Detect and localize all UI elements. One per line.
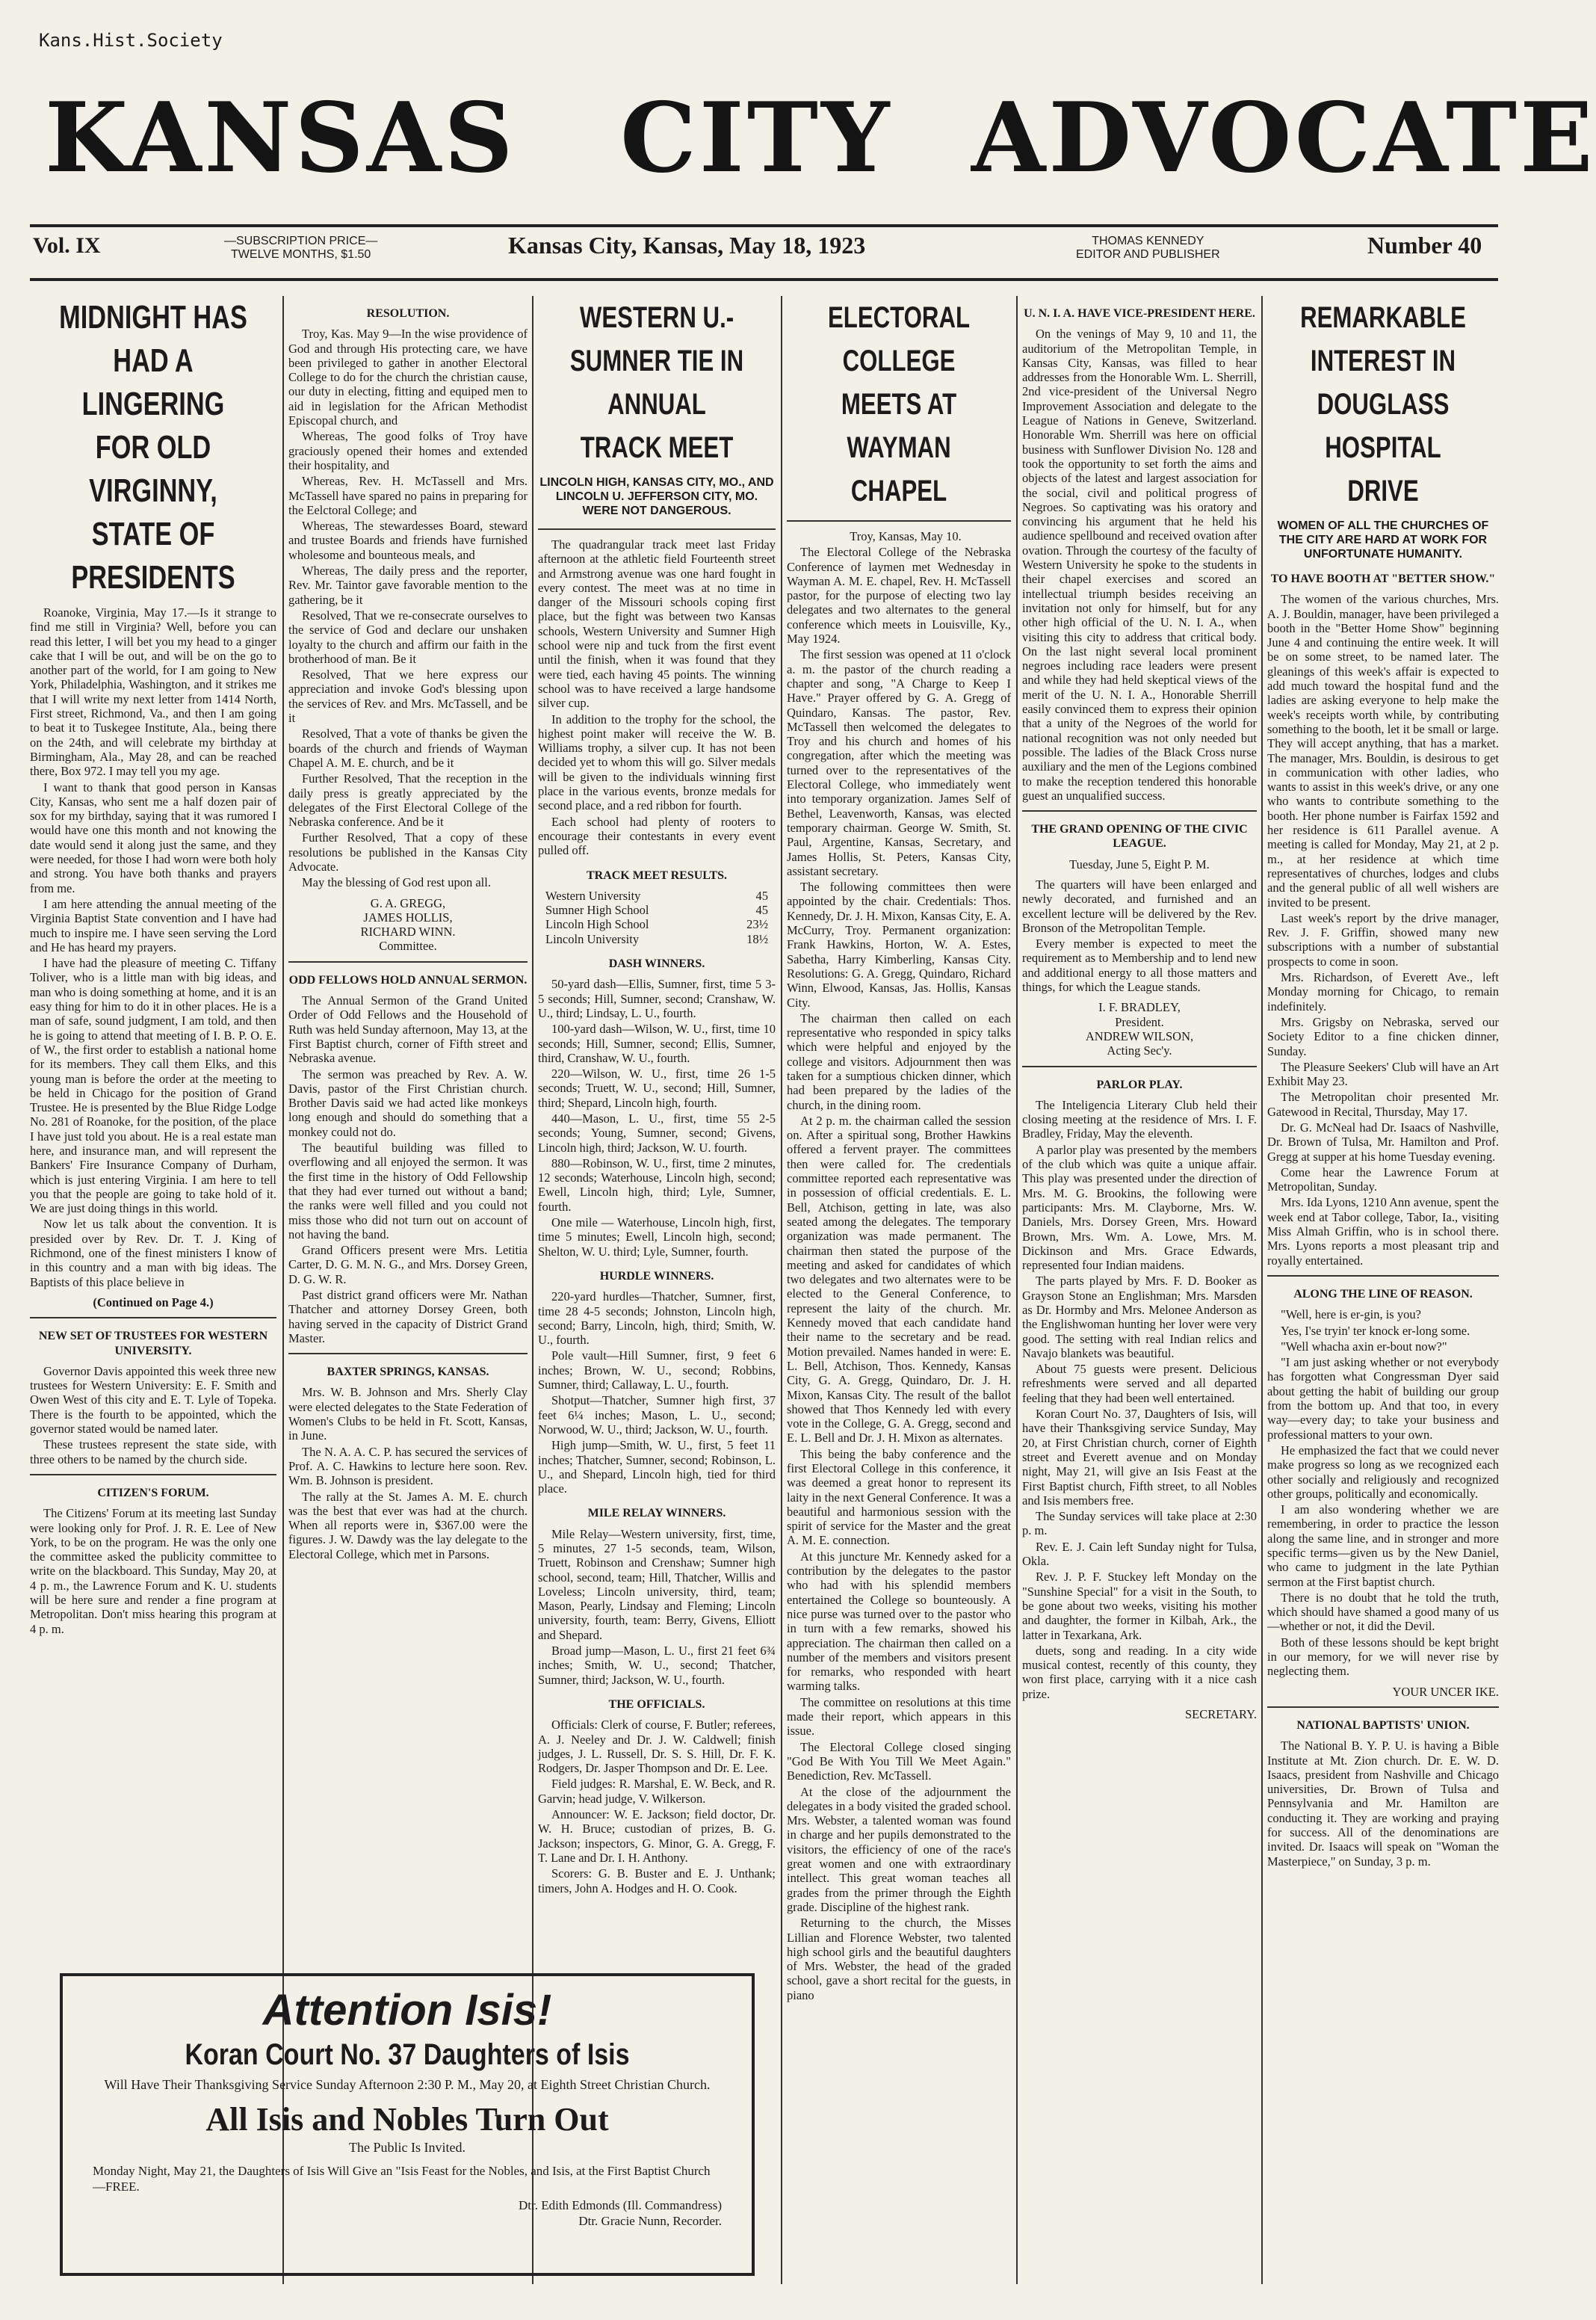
paragraph: Whereas, The daily press and the reporter, Rev. Mr. Taintor gave favorable mention to the gathering, be it (288, 564, 528, 607)
paragraph: 50-yard dash—Ellis, Sumner, first, time 5 3-5 seconds; Hill, Sumner, second; Cranshaw, W. U., third; Lindsay, L. U., fourth. (538, 977, 776, 1020)
paragraph: Dr. G. McNeal had Dr. Isaacs of Nashville, Dr. Brown of Tulsa, Mr. Hamilton and Prof. Gregg at supper at his home Tuesday evening. (1267, 1120, 1499, 1164)
subheading: THE GRAND OPENING OF THE CIVIC LEAGUE. (1031, 823, 1248, 851)
deck: LINCOLN HIGH, KANSAS CITY, MO., AND LINCOLN U. JEFFERSON CITY, MO. WERE NOT DANGEROUS. (539, 476, 774, 517)
paragraph: In addition to the trophy for the school, the highest point maker will receive the W. B. Williams trophy, a silver cup. It has not been decided yet to whom this will go. Silver medals will be given to the individuals winning first place in the various events, bronze medals for second place, and a red ribbon for fourth. (538, 712, 776, 813)
paragraph: Field judges: R. Marshal, E. W. Beck, and R. Garvin; head judge, V. Wilkerson. (538, 1777, 776, 1806)
headline: REMARKABLE INTEREST IN DOUGLASS HOSPITAL DRIVE (1300, 301, 1466, 508)
ad-invite: The Public Is Invited. (349, 2140, 466, 2155)
subheading: DASH WINNERS. (608, 957, 705, 971)
paragraph: May the blessing of God rest upon all. (302, 875, 491, 890)
paragraph: Whereas, The good folks of Troy have graciously opened their homes and extended their hospitality, and (288, 429, 528, 472)
paragraph: Resolved, That we here express our appreciation and invoke God's blessing upon the services of Rev. and Mrs. McTassell, and be it (288, 667, 528, 726)
paragraph: The quadrangular track meet last Friday afternoon at the athletic field Fourteenth street and Armstrong avenue was one hard fought in every contest. The meet was at no time in danger of the Missouri schools coping first place, but the fight was between two Kansas schools, Western University and Sumner High school were nip and tuck from the first event until the finish, when it was found that they were tied, each having 45 points. The winning school was to have received a large handsome silver cup. (538, 537, 776, 711)
subheading: RESOLUTION. (366, 307, 450, 320)
paragraph: Mrs. W. B. Johnson and Mrs. Sherly Clay were elected delegates to the State Federation of Women's Clubs to be held in Ft. Scott, Kansas, in June. (288, 1385, 528, 1443)
paragraph: The parts played by Mrs. F. D. Booker as Grayson Stone an Englishman; Mrs. Marsden as Dr. Hormby and Mrs. Melonee Anderson as the Englishwoman hunting her lover were very good. The setting with real Indian relics and Navajo blankets was beautiful. (1022, 1274, 1257, 1360)
masthead-word-city: CITY (620, 82, 893, 194)
archive-stamp: Kans.Hist.Society (39, 30, 223, 51)
column-5: U. N. I. A. HAVE VICE-PRESIDENT HERE. On the venings of May 9, 10 and 11, the auditorium of the Metropolitan Temple, in Kansas City, Kansas, was filled to hear addresses from the Honorable Wm. L. Sherrill, 2nd vice-president of the Universal Negro Improvement Association and delegate to the League of Nations in Geneve, Switzerland. Honorable Wm. Sherrill was here on official business with Sunflower Division No. 128 and took the opportunity to set forth the aims and objects of the latest and largest association for the social, civil and political progress of Negroes. So captivating was his oratory and convincing his argument that he held his audience spellbound and received ovation after ovation. Through the courtesy of the faculty of Western University he spoke to the students in their chapel exercises and scored an intellectual triumph besides receiving an invitation not only for himself, but for any other high official of the U. N. I. A., when visiting this city to address that critical body. On the last night several local prominent negroes including race leaders were present and while they had held skeptical views of the merit of the U. N. I. A., Honorable Sherrill easily convinced them to express their opinion that a unity of the Negroes of the world for national recognition was not only needed but possible. The ladies of the Black Cross nurse auxiliary and the men of the Legions combined to make the reception tendered this honorable guest an unqualified success. THE GRAND OPENING OF THE CIVIC LEAGUE. Tuesday, June 5, Eight P. M. The quarters will have been enlarged and newly decorated, and furnished and an excellent lecture will be delivered by the Rev. Bronson of the Metropolitan Temple. Every member is expected to meet the requirement as to Membership and to lend new and additional energy to all those matters and things, for which the League stands. I. F. BRADLEY, President. ANDREW WILSON, Acting Sec'y. PARLOR PLAY. The Inteligencia Literary Club held their closing meeting at the residence of Mrs. I. F. Bradley, Friday, May the eleventh. A parlor play was presented by the members of the club which was quite a unique affair. This play was presented under the direction of Mrs. M. G. Brookins, the following were participants: Mrs. M. Clayborne, Mrs. W. Daniels, Mrs. Dorsey Green, Mrs. Howard Brown, Mrs. Wm. A. Lowe, Mrs. M. Dickinson and Mrs. Grace Edwards, represented four Indian maidens. The parts played by Mrs. F. D. Booker as Grayson Stone an Englishman; Mrs. Marsden as Dr. Hormby and Mrs. Melonee Anderson as the Englishwoman hunting her lover were very good. The setting with real Indian relics and Navajo blankets was beautiful. About 75 guests were present. Delicious refreshments were served and all departed feeling that they had been well entertained. Koran Court No. 37, Daughters of Isis, will have their Thanksgiving service Sunday, May 20, at First Christian church, corner of Eighth street and Everett avenue and on Monday night, May 21, will give an Isis Feast at the First Baptist church, Fifth street, to all Nobles and Isis members free. The Sunday services will take place at 2:30 p. m. Rev. E. J. Cain left Sunday night for Tulsa, Okla. Rev. J. P. F. Stuckey left Monday on the "Sunshine Special" for a visit in the South, to be gone about two weeks, visiting his mother and daughter, the former in Kilbah, Ark., the latter in Texarkana, Ark. duets, song and reading. In a city wide musical contest, recently of this county, they won first place, carrying with it a nice cash prize. SECRETARY. (1022, 307, 1257, 1722)
paragraph: The N. A. A. C. P. has secured the services of Prof. A. C. Hawkins to lecture here soon. Rev. Wm. B. Johnson is president. (288, 1444, 528, 1488)
paragraph: Past district grand officers were Mr. Nathan Thatcher and attorney Dorsey Green, both having served in the capacity of District Grand Master. (288, 1288, 528, 1345)
paragraph: I want to thank that good person in Kansas City, Kansas, who sent me a half dozen pair of sox for my birthday, saying that it was rumored I would have one this month and not knowing the date would send it along just the same, and they were needed, for those I had worn were both holy and strong. You have both thanks and prayers from me. (30, 780, 276, 895)
paragraph: The women of the various churches, Mrs. A. J. Bouldin, manager, have been privileged a booth in the "Better Home Show" beginning June 4 and continuing the entire week. It will be on some street, to be named later. The gleanings of this week's affair is expected to add much toward the hospital fund and the ladies are asking everyone to help make the week's receipts worth while, by contributing something to the booth, let it be small or large. They will accept anything, that has a market. The manager, Mrs. Bouldin, is desirous to get in communication with other ladies, who wants to assist in this week's drive, or any one who wants to contribute something to the booth. Her phone number is Fairfax 1592 and her residence is 611 Parallel avenue. A meeting is called for Monday, May 21, at 2 p. m., at her residence at which time representatives of churches, lodges and clubs and the general public of all well wishers are invited to be present. (1267, 592, 1499, 910)
paragraph: Whereas, The stewardesses Board, steward and trustee Boards and friends have furnished wholesome and bounteous meals, and (288, 519, 528, 562)
paragraph: Mrs. Richardson, of Everett Ave., left Monday morning for Chicago, to remain indefinitely. (1267, 970, 1499, 1014)
info-bar (30, 230, 1498, 272)
paragraph: The Electoral College of the Nebraska Conference of laymen met Wednesday in Wayman A. M. E. chapel, Rev. H. McTassell pastor, for the purpose of electing two lay delegates and two alternates to the general conference which meets in Louisville, Ky., May 1924. (787, 545, 1011, 647)
paragraph: The Citizens' Forum at its meeting last Sunday were looking only for Prof. J. R. E. Lee of New York, to be on the program. He was the only one the committee asked the publicity committee to write on the blackboard. This Sunday, May 20, at 4 p. m., the Lawrence Forum and K. U. students will be here sure and render a fine program at Metropolitan. Don't miss hearing this program at 4 p. m. (30, 1506, 276, 1636)
volume: Vol. IX (33, 233, 101, 258)
table-row: Lincoln University 18½ (545, 931, 768, 946)
subscription-price: —SUBSCRIPTION PRICE— TWELVE MONTHS, $1.50 (224, 235, 378, 261)
paragraph: These trustees represent the state side, with three others to be named by the church side. (30, 1437, 276, 1466)
paragraph: "I am just asking whether or not everybody has forgotten what Congressman Dyer said about getting the habit of building our group from the bottom up. And that too, in every way—every day; to take your business and professional matters to your own. (1267, 1355, 1499, 1442)
paragraph: At this juncture Mr. Kennedy asked for a contribution by the delegates to the pastor who had with his splendid members entertained the College so bounteously. A nice purse was turned over to the pastor who in turn with a few remarks, showed his appreciation. The chairman then called on a number of the members and visitors present for remarks, who responded with heart warming talks. (787, 1549, 1011, 1694)
paragraph: The Sunday services will take place at 2:30 p. m. (1022, 1509, 1257, 1538)
paragraph: Troy, Kas. May 9—In the wise providence of God and through His protecting care, we have been privileged to gather in another Electoral College to do for the church the christian cause, our duty in electing, fitting and equiped men to aid in legislation for the African Methodist Episcopal church, and (288, 327, 528, 428)
paragraph: The chairman then called on each representative who responded in spicy talks which were helpful and enjoyed by the college and visitors. Adjournment then was taken for a sumptious chicken dinner, which had been prepared by the ladies of the church, in the dining room. (787, 1011, 1011, 1112)
paragraph: The Electoral College closed singing "God Be With You Till We Meet Again." Benediction, Rev. McTassell. (787, 1739, 1011, 1783)
ad-big-line: All Isis and Nobles Turn Out (205, 2101, 609, 2138)
paragraph: Now let us talk about the convention. It is presided over by Rev. Dr. T. J. King of Richmond, one of the finest ministers I know of in this country and a man with big ideas. The Baptists of this place believe in (30, 1217, 276, 1289)
column-6: REMARKABLE INTEREST IN DOUGLASS HOSPITAL DRIVE WOMEN OF ALL THE CHURCHES OF THE CITY ARE HARD AT WORK FOR UNFORTUNATE HUMANITY. TO HAVE BOOTH AT "BETTER SHOW." The women of the various churches, Mrs. A. J. Bouldin, manager, have been privileged a booth in the "Better Home Show" beginning June 4 and continuing the entire week. It will be on some street, to be named later. The gleanings of this week's affair is expected to add much toward the hospital fund and the ladies are asking everyone to help make the week's receipts worth while, by contributing something to the booth, let it be small or large. They will accept anything, that has a market. The manager, Mrs. Bouldin, is desirous to get in communication with other ladies, who wants to assist in this week's drive, or any one who wants to contribute something to the booth. Her phone number is Fairfax 1592 and her residence is 611 Parallel avenue. A meeting is called for Monday, May 21, at 2 p. m., at her residence at which time representatives of churches, lodges and clubs and the general public of all well wishers are invited to be present. Last week's report by the drive manager, Rev. J. F. Griffin, showed many new subscriptions with a number of substantial prospects to come in soon. Mrs. Richardson, of Everett Ave., left Monday morning for Chicago, to remain indefinitely. Mrs. Grigsby on Nebraska, served our Society Editor to a fine chicken dinner, Sunday. The Pleasure Seekers' Club will have an Art Exhibit May 23. The Metropolitan choir presented Mr. Gatewood in Recital, Thursday, May 17. Dr. G. McNeal had Dr. Isaacs of Nashville, Dr. Brown of Tulsa, Mr. Hamilton and Prof. Gregg at supper at his home Tuesday evening. Come hear the Lawrence Forum at Metropolitan, Sunday. Mrs. Ida Lyons, 1210 Ann avenue, spent the week end at Tabor college, Tabor, Ia., visiting Miss Almah Griffin, who is in school there. Mrs. Lyons reports a most pleasant trip and royally entertained. ALONG THE LINE OF REASON. "Well, here is er-gin, is you? Yes, I'se tryin' ter knock er-long some. "Well whacha axin er-bout now?" "I am just asking whether or not everybody has forgotten what Congressman Dyer said about getting the habit of building our group from the bottom up. And that too, in every way—every day; to take your business and professional matters to your own. He emphasized the fact that we could never make progress so long as we recognized each other socially and religiously and recognized other groups, politically and economically. I am also wondering whether we are remembering, in order to practice the lesson along the same line, and in stronger and more specific terms—given us by the New Daniel, who came to judgment in the late Pythian sermon at the First baptist church. There is no doubt that he told the truth, which should have shamed a good many of us—whether or not, it did the Devil. Both of these lessons should be kept bright in our memory, for we will never rise by neglecting them. YOUR UNCER IKE. NATIONAL BAPTISTS' UNION. The National B. Y. P. U. is having a Bible Institute at Mt. Zion church. Dr. E. W. D. Isaacs, president from Nashville and Chicago universities, Dr. Brown of Tulsa and Pennsylvania and Mr. Hamilton are conducting it. They are working and praying for success. All of the denominations are invited. Dr. Isaacs will speak on "Woman the Masterpiece," on Sunday, 3 p. m. (1267, 296, 1499, 2277)
column-4 (787, 296, 1011, 2277)
headline: MIDNIGHT HAS HAD A LINGERING FOR OLD VIRGINNY, STATE OF PRESIDENTS (59, 299, 247, 596)
paragraph: A parlor play was presented by the members of the club which was quite a unique affair. This play was presented under the direction of Mrs. M. G. Brookins, the following were participants: Mrs. M. Clayborne, Mrs. W. Daniels, Mrs. Dorsey Green, Mrs. Howard Brown, Mrs. Wm. A. Lowe, Mrs. M. Dickinson and Mrs. Grace Edwards, represented four Indian maidens. (1022, 1142, 1257, 1273)
deck: WOMEN OF ALL THE CHURCHES OF THE CITY ARE HARD AT WORK FOR UNFORTUNATE HUMANITY. (1277, 519, 1489, 561)
table-row: Western University 45 (545, 888, 768, 903)
subheading: NEW SET OF TRUSTEES FOR WESTERN UNIVERSITY. (38, 1330, 268, 1357)
ad-signer: Dtr. Gracie Nunn, Recorder. (578, 2214, 722, 2228)
paragraph: Officials: Clerk of course, F. Butler; referees, A. J. Neeley and Dr. J. W. Caldwell; finish judges, J. L. Russell, Dr. S. S. Hill, Dr. F. K. Rodgers, Dr. Jasper Thompson and Dr. E. Lee. (538, 1718, 776, 1776)
paragraph: Grand Officers present were Mrs. Letitia Carter, D. G. M. N. G., and Mrs. Dorsey Green, D. G. W. R. (288, 1243, 528, 1286)
signers: I. F. BRADLEY, President. ANDREW WILSON, Acting Sec'y. (1085, 1000, 1194, 1058)
column-divider (781, 296, 782, 2284)
paragraph: Each school had plenty of rooters to encourage their contestants in every event pulled off. (538, 814, 776, 858)
paragraph: 220—Wilson, W. U., first, time 26 1-5 seconds; Truett, W. U., second; Hill, Sumner, third; Shepard, Lincoln high, fourth. (538, 1067, 776, 1110)
paragraph: Shotput—Thatcher, Sumner high first, 37 feet 6¼ inches; Mason, L. U., second; Norwood, W. U., third; Jackson, W. U., fourth. (538, 1393, 776, 1437)
continued-note: (Continued on Page 4.) (93, 1295, 214, 1309)
paragraph: Scorers: G. B. Buster and E. J. Unthank; timers, John A. Hodges and H. O. Cook. (538, 1866, 776, 1895)
paragraph: Pole vault—Hill Sumner, first, 9 feet 6 inches; Brown, W. U., second; Robbins, Sumner, third; Callaway, L. U., fourth. (538, 1348, 776, 1392)
paragraph: About 75 guests were present. Delicious refreshments were served and all departed feeling that they had been well entertained. (1022, 1362, 1257, 1405)
paragraph: 100-yard dash—Wilson, W. U., first, time 10 seconds; Hill, Sumner, second; Ellis, Sumner, third, Cranshaw, W. U., fourth. (538, 1022, 776, 1065)
ad-signer: Dtr. Edith Edmonds (Ill. Commandress) (519, 2198, 722, 2212)
paragraph: "Well, here is er-gin, is you? (1281, 1307, 1421, 1322)
paragraph: Further Resolved, That the reception in the daily press is greatly appreciated by the delegates of the First Electoral College of the Nebraska conference. And be it (288, 771, 528, 830)
paragraph: 880—Robinson, W. U., first, time 2 minutes, 12 seconds; Waterhouse, Lincoln high, second; Ewell, Lincoln high, third; Lyle, Sumner, fourth. (538, 1156, 776, 1214)
subheading: BAXTER SPRINGS, KANSAS. (327, 1366, 489, 1379)
paragraph: Mrs. Grigsby on Nebraska, served our Society Editor to a fine chicken dinner, Sunday. (1267, 1014, 1499, 1058)
subheading: CITIZEN'S FORUM. (97, 1486, 209, 1499)
paragraph: On the venings of May 9, 10 and 11, the auditorium of the Metropolitan Temple, in Kansas City, Kansas, was filled to hear addresses from the Honorable Wm. L. Sherrill, 2nd vice-president of the Universal Negro Improvement Association and delegate to the League of Nations in Geneve, Switzerland. Honorable Wm. Sherrill was here on official business with Sunflower Division No. 128 and took the opportunity to set forth the aims and objects of the latest and largest association for the social, civil and political progress of Negroes. So captivating was his oratory and convincing his argument that he held his audience spellbound and received ovation after ovation. Through the courtesy of the faculty of Western University he spoke to the students in their chapel exercises and scored an intellectual triumph besides receiving an invitation not only for himself, but for any other high official of the U. N. I. A., when visiting this city to address that critical body. On the last night several local prominent negroes including race leaders were present and while they had held skeptical views of the merit of the U. N. I. A., Honorable Sherrill easily convinced them to express their opinion that a unity of the Negroes of the world for national recognition was not only needed but possible. The ladies of the Black Cross nurse auxiliary and the men of the Legions combined to make the reception tendered this honorable guest an unqualified success. (1022, 327, 1257, 803)
paragraph: Returning to the church, the Misses Lillian and Florence Webster, two talented high school girls and the beautiful daughters of Mrs. Webster, the head of the graded school, gave a short recital for the guests, in piano (787, 1916, 1011, 2002)
paragraph: Every member is expected to meet the requirement as to Membership and to lend new and additional energy to all those matters and things, for which the League stands. (1022, 937, 1257, 995)
paragraph: Mrs. Ida Lyons, 1210 Ann avenue, spent the week end at Tabor college, Tabor, Ia., visiting Miss Almah Griffin, who is in school there. Mrs. Lyons reports a most pleasant trip and royally entertained. (1267, 1195, 1499, 1268)
paragraph: The sermon was preached by Rev. A. W. Davis, pastor of the First Christian church. Brother Davis said we had acted like monkeys long enough and should do something that a monkey could not do. (288, 1067, 528, 1139)
paragraph: Further Resolved, That a copy of these resolutions be published in the Kansas City Advocate. (288, 830, 528, 874)
column-divider (1016, 296, 1018, 2284)
ad-subtitle: Koran Court No. 37 Daughters of Isis (185, 2038, 630, 2071)
paragraph: The beautiful building was filled to overflowing and all enjoyed the sermon. It was the first time in the history of Odd Fellowship that they had ever turned out without a band; the ranks were well filled and you could not miss those who did not turn out on account of not having the band. (288, 1141, 528, 1241)
subheading: PARLOR PLAY. (1096, 1078, 1183, 1091)
column-2 (288, 296, 528, 1963)
paragraph: There is no doubt that he told the truth, which should have shamed a good many of us—whether or not, it did the Devil. (1267, 1590, 1499, 1634)
paragraph: Koran Court No. 37, Daughters of Isis, will have their Thanksgiving service Sunday, May 20, at First Christian church, corner of Eighth street and Everett avenue and on Monday night, May 21, will give an Isis Feast at the First Baptist church, Fifth street, to all Nobles and Isis members free. (1022, 1407, 1257, 1508)
subheading: HURDLE WINNERS. (599, 1269, 714, 1283)
editor: THOMAS KENNEDY EDITOR AND PUBLISHER (1076, 235, 1220, 261)
paragraph: 440—Mason, L. U., first, time 55 2-5 seconds; Young, Sumner, second; Givens, Lincoln high, third; Jackson, W. U. fourth. (538, 1111, 776, 1155)
results-table (538, 889, 776, 946)
paragraph: The Pleasure Seekers' Club will have an Art Exhibit May 23. (1267, 1059, 1499, 1089)
paragraph: The quarters will have been enlarged and newly decorated, and furnished and an excellent lecture will be delivered by the Rev. Bronson of the Metropolitan Temple. (1022, 877, 1257, 935)
headline: ELECTORAL COLLEGE MEETS AT WAYMAN CHAPEL (827, 301, 971, 508)
paragraph: High jump—Smith, W. U., first, 5 feet 11 inches; Thatcher, Sumner, second; Robinson, L. U., and Shepard, Lincoln high, tied for third place. (538, 1438, 776, 1496)
paragraph: The first session was opened at 11 o'clock a. m. the pastor of the church reading a chapter and song, "A Charge to Keep I Have." Prayer offered by G. A. Gregg of Quindaro, Kansas. The pastor, Rev. McTassell then welcomed the delegates to Troy and his church and homes of his congregation, after which the meeting was turned over to the representatives of the Electoral College, who immediately went into temporary organization. James Self of Bethel, Leavenworth, Kansas, was elected temporary chairman. George W. Smith, St. Paul, Argentine, Kansas, Secretary, and James Hollis, St. Peters, Kansas City, assistant secretary. (787, 647, 1011, 878)
paragraph: The Metropolitan choir presented Mr. Gatewood in Recital, Thursday, May 17. (1267, 1090, 1499, 1119)
header-bottom-rule (30, 278, 1498, 281)
headline: WESTERN U.-SUMNER TIE IN ANNUAL TRACK MEET (569, 301, 744, 464)
paragraph: The committee on resolutions at this time made their report, which appears in this issue. (787, 1694, 1011, 1739)
column-1 (30, 296, 276, 1963)
subheading: ALONG THE LINE OF REASON. (1293, 1287, 1473, 1301)
top-rule (30, 224, 1498, 227)
subheading: ODD FELLOWS HOLD ANNUAL SERMON. (288, 973, 528, 987)
paragraph: The rally at the St. James A. M. E. church was the best that ever was had at the church. When all reports were in, $367.00 were the figures. J. W. Dawdy was the lay delegate to the Electoral College, which met in Parsons. (288, 1489, 528, 1561)
table-row: Lincoln High School 23½ (545, 917, 768, 932)
issue-number: Number 40 (1367, 232, 1482, 259)
paragraph: Resolved, That a vote of thanks be given the boards of the church and friends of Wayman Chapel A. M. E. church, and be it (288, 726, 528, 770)
masthead-word-advocate: ADVOCATE (971, 82, 1596, 194)
subheading: TO HAVE BOOTH AT "BETTER SHOW." (1270, 573, 1496, 585)
place-date: Kansas City, Kansas, May 18, 1923 (508, 232, 866, 259)
subheading: NATIONAL BAPTISTS' UNION. (1296, 1718, 1470, 1732)
paragraph: Yes, I'se tryin' ter knock er-long some. (1281, 1323, 1470, 1338)
paragraph: I have had the pleasure of meeting C. Tiffany Toliver, who is a little man with big ideas, and man who is doing something at home, and it is an easy thing for him to do it in other places. He is a man of safe, sound judgment, I am told, and then he is going to attend that meeting of I. B. P. O. E. of W., the first order to establish a national home for its members. They call them Elks, and this young man is before the order at the meeting to be held in Chicago for the position of Grand Trustee. He is presented by the Blue Ridge Lodge No. 281 of Roanoke, for the position, of the place I have just told you about. He is a real estate man here, and insurance man, and will represent the Bankers' Fire Insurance Company of Durham, which is just entering Virginia. I am here to tell you that the people are going to take hold of it. We are just doing things in this world. (30, 956, 276, 1216)
subheading: THE OFFICIALS. (608, 1697, 705, 1711)
table-row: Sumner High School 45 (545, 903, 768, 918)
paragraph: Governor Davis appointed this week three new trustees for Western University: E. F. Smith and Owen West of this city and E. T. Lyle of Topeka. There is the fourth to be appointed, which the governor stated would be named later. (30, 1363, 276, 1437)
masthead-word-kansas: KANSAS (45, 82, 516, 194)
paragraph: 220-yard hurdles—Thatcher, Sumner, first, time 28 4-5 seconds; Johnston, Lincoln high, second; Barry, Lincoln, high, third; Smith, W. U., fourth. (538, 1289, 776, 1348)
paragraph: This being the baby conference and the first Electoral College in this conference, it was deemed a great honor to represent its laity in the next General Conference. It was a beautiful and harmonious session with the spirit of service for the Master and the great A. M. E. connection. (787, 1446, 1011, 1548)
paragraph: Rev. J. P. F. Stuckey left Monday on the "Sunshine Special" for a visit in the South, to be gone about two weeks, visiting his mother and daughter, the former in Kilbah, Ark., the latter in Texarkana, Ark. (1022, 1570, 1257, 1642)
paragraph: "Well whacha axin er-bout now?" (1281, 1339, 1447, 1354)
masthead (0, 82, 1596, 194)
paragraph: He emphasized the fact that we could never make progress so long as we recognized each other socially and religiously and recognized other groups, politically and economically. (1267, 1443, 1499, 1501)
paragraph: The Inteligencia Literary Club held their closing meeting at the residence of Mrs. I. F. Bradley, Friday, May the eleventh. (1022, 1097, 1257, 1141)
paragraph: At 2 p. m. the chairman called the session on. After a spiritual song, Brother Hawkins offered a fervent prayer. The committees then were called for. The credentials committee reported each representative was in possession of official credentials. E. L. Bell, Atchison, getting in late, was also seated among the delegates. The temporary organization was made permanent. The chairman then stated the purpose of the meeting and asked for candidates of which two delegates and two alternates were to be elected to the General Conference, to represent the laity of the church. Mr. Kennedy moved that each candidate hand their name to the secretary and be read. Motion prevailed. Names handed in were: E. L. Bell, Atchison, Thos. Kennedy, Kansas City, G. A. Gregg, Quindaro, Dr. J. H. Mixon, Kansas City. The result of the ballot showed that Thos Kennedy led with every vote in the College, G. A. Gregg, second and E. L. Bell and Dr. J. H. Mixon as alternates. (787, 1113, 1011, 1446)
paragraph: I am here attending the annual meeting of the Virginia Baptist State convention and I have had much to inspire me. I have seen serving the Lord and He has heard my prayers. (30, 896, 276, 954)
paragraph: At the close of the adjournment the delegates in a body visited the graded school. Mrs. Webster, a talented woman was found in charge and her pupils demonstrated to the visitors, the efficiency of one of the race's great women and one with extraordinary intellect. This great woman teaches all grades from the primer through the Eighth grade. Discipline of the highest rank. (787, 1784, 1011, 1914)
subheading: TRACK MEET RESULTS. (586, 869, 728, 882)
ad-line: Monday Night, May 21, the Daughters of Isis Will Give an "Isis Feast for the Nobles, and Isis, at the First Baptist Church—FREE. (93, 2164, 711, 2194)
paragraph: The National B. Y. P. U. is having a Bible Institute at Mt. Zion church. Dr. E. W. D. Isaacs, president from Nashville and Chicago universities, Dr. Brown of Tulsa and Pennsylvania and Mr. Hamilton are conducting it. They are working and praying for success. All of the denominations are invited. Dr. Isaacs will speak on "Woman the Masterpiece," on Sunday, 3 p. m. (1267, 1739, 1499, 1869)
paragraph: Roanoke, Virginia, May 17.—Is it strange to find me still in Virginia? Well, before you can read this letter, I will bet you my head to a ginger cake that I will be out, and will be on the go to another part of the world, for I am going to New York, Philadelphia, Washington, and it strikes me that I will write my next letter from 1414 North, First street, Richmond, Va., and then I am going to beat it to Tuskegee Institute, Ala., being there on the 24th, and will celebrate my birthday at Birmingham, Ala., May 28, and can be reached there, Box 972. I may tell you my age. (30, 605, 276, 779)
isis-advertisement (60, 1973, 755, 2276)
paragraph: The following committees then were appointed by the chair. Credentials: Thos. Kennedy, Dr. J. H. Mixon, Kansas City, E. A. McCurry, Troy. Permanent organization: Frank Hawkins, Horton, W. A. Estes, Sabetha, Harry Kimberling, Kansas City. Resolutions: G. A. Gregg, Quindaro, Richard Winn, Elwood, Kansas, Jas. Hollis, Kansas City. (787, 880, 1011, 1010)
paragraph: One mile — Waterhouse, Lincoln high, first, time 5 minutes; Ewell, Lincoln high, second; Shelton, W. U. third; Lyle, Sumner, fourth. (538, 1215, 776, 1259)
paragraph: duets, song and reading. In a city wide musical contest, recently of this county, they won first place, carrying with it a nice cash prize. (1022, 1643, 1257, 1701)
paragraph: I am also wondering whether we are remembering, in order to practice the lesson along the same line, and in stronger and more specific terms—given us by the New Daniel, who came to judgment in the late Pythian sermon at the First baptist church. (1267, 1502, 1499, 1589)
paragraph: Last week's report by the drive manager, Rev. J. F. Griffin, showed many new subscriptions with a number of substantial prospects to come in soon. (1267, 910, 1499, 969)
paragraph: Resolved, That we re-consecrate ourselves to the service of God and declare our unshaken loyalty to the church and affirm our faith in the brotherhood of man. Be it (288, 608, 528, 666)
signers: G. A. GREGG, JAMES HOLLIS, RICHARD WINN. Committee. (360, 895, 456, 954)
paragraph: Mile Relay—Western university, first, time, 5 minutes, 27 1-5 seconds, team, Wilson, Truett, Robinson and Crenshaw; Sumner high school, second, team; Hill, Thatcher, Willis and Loveless; Lincoln university, third, team; Mason, Pearly, Lindsay and Fleming; Lincoln university, fourth, team: Berry, Givens, Elliott and Shepard. (538, 1526, 776, 1642)
paragraph: The Annual Sermon of the Grand United Order of Odd Fellows and the Household of Ruth was held Sunday afternoon, May 13, at the First Baptist church, corner of Fifth street and Nebraska avenue. (288, 993, 528, 1066)
subheading: U. N. I. A. HAVE VICE-PRESIDENT HERE. (1024, 307, 1255, 320)
paragraph: Announcer: W. E. Jackson; field doctor, Dr. W. H. Bruce; custodian of prizes, B. G. Jackson; inspectors, G. Minor, G. A. Gregg, F. T. Lane and Dr. I. H. Anthony. (538, 1807, 776, 1865)
paragraph: Whereas, Rev. H. McTassell and Mrs. McTassell have spared no pains in preparing for the Eelctoral College; and (288, 474, 528, 517)
article-body (30, 605, 276, 1289)
paragraph: Troy, Kansas, May 10. (850, 529, 962, 543)
paragraph: Broad jump—Mason, L. U., first 21 feet 6¾ inches; Smith, W. U., second; Thatcher, Sumner, third; Jackson, W. U., fourth. (538, 1644, 776, 1687)
ad-title: Attention Isis! (262, 1986, 552, 2034)
column-divider (1261, 296, 1263, 2284)
paragraph: Rev. E. J. Cain left Sunday night for Tulsa, Okla. (1022, 1539, 1257, 1569)
subheading: MILE RELAY WINNERS. (587, 1507, 726, 1520)
ad-line: Will Have Their Thanksgiving Service Sunday Afternoon 2:30 P. M., May 20, at Eighth Street Christian Church. (104, 2077, 711, 2092)
paragraph: Come hear the Lawrence Forum at Metropolitan, Sunday. (1267, 1164, 1499, 1194)
paragraph: Both of these lessons should be kept bright in our memory, for we will never rise by neglecting them. (1267, 1635, 1499, 1679)
